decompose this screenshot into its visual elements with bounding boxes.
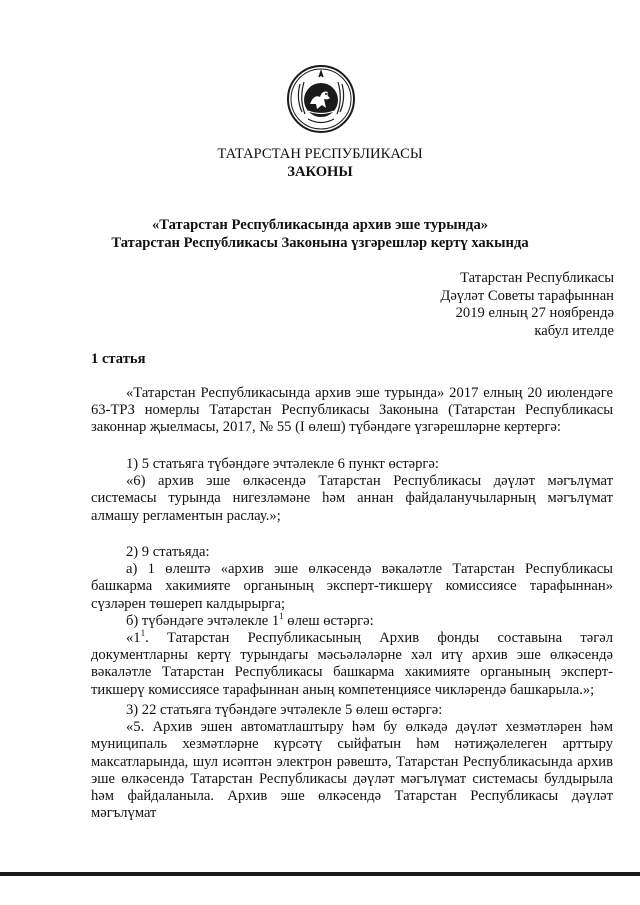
article-heading: 1 статья xyxy=(91,351,146,367)
adoption-line: кабул ителде xyxy=(534,322,614,339)
text-line: 3) 22 статьяга түбәндәге эчтәлекле 5 өлеш өстәргә: xyxy=(126,702,443,718)
text-line: «6) архив эше өлкәсендә Татарстан Республикасы дәүләт мәгълүмат системасы турында нигезләмәне һәм аннан файдаланучыларның мәгълүмат алмашу регламентын раслау.»; xyxy=(91,473,613,524)
item-1 xyxy=(91,456,613,525)
text-line: 1) 5 статьяга түбәндәге эчтәлекле 6 пункт өстәргә: xyxy=(126,456,439,472)
adoption-line: Дәүләт Советы тарафыннан xyxy=(440,287,614,304)
text-line: «Татарстан Республикасында архив эше турында» 2017 елның 20 июлендәге xyxy=(126,385,613,401)
title-line-1: «Татарстан Республикасында архив эше турында» xyxy=(151,217,489,233)
intro-paragraph xyxy=(91,385,613,437)
item-2 xyxy=(91,544,613,699)
adoption-block xyxy=(440,270,614,340)
title-line-2: Татарстан Республикасы Законына үзгәрешләр кертү хакында xyxy=(111,235,529,251)
item-3 xyxy=(91,702,613,822)
scan-bottom-edge xyxy=(0,872,640,876)
item-2-b-quote: «$1^1$. Татарстан Республикасының Архив фонды составына тәгәл документларны кертү турындагы мәсьәләләрне хәл итү архив эше өлкәсендә вәкаләтле Татарстан Республикасы башкарма хакимияте органының эксперт- тикшерү комиссиясе тарафыннан аның компетенциясе чикләрендә башкарыла.»; xyxy=(91,628,613,698)
republic-name: ТАТАРСТАН РЕСПУБЛИКАСЫ xyxy=(217,146,423,162)
item-3-text: «5. Архив эшен автоматлаштыру һәм бу өлкәдә дәүләт хезмәтләрен һәм муниципаль хезмәтләрне күрсәтү сыйфатын һәм нәтиҗәлелеген арттыру максатларында, шул исәптән электрон рәвештә, Татарстан Республикасында архив эше өлкәсендә Татарстан Республикасы дәүләт мәгълүмат системасы булдырыла һәм файдаланыла. Архив эше өлкәсендә Татарстан Республикасы дәүләт мәгълүмат xyxy=(91,719,613,822)
item-2-b-head: б) түбәндәге эчтәлекле $1^1$ өлеш өстәргә: xyxy=(126,610,374,629)
item-2-a: а) 1 өлештә «архив эше өлкәсендә вәкаләтле Татарстан Республикасы башкарма хакимияте органының эксперт-тикшерү комиссиясе тарафыннан» сүзләрен төшереп калдырырга; xyxy=(91,561,613,612)
coat-of-arms-emblem xyxy=(286,64,356,134)
adoption-line: 2019 елның 27 ноябрендә xyxy=(455,305,614,321)
text-line: 2) 9 статьяда: xyxy=(126,544,210,560)
text-line: законнар җыелмасы, 2017, № 55 (I өлеш) түбәндәге үзгәрешләрне кертергә: xyxy=(91,419,561,436)
text-line: 63-ТРЗ номерлы Татарстан Республикасы Законына (Татарстан Республикасы xyxy=(91,402,613,419)
adoption-line: Татарстан Республикасы xyxy=(460,270,614,286)
law-label: ЗАКОНЫ xyxy=(287,164,353,180)
